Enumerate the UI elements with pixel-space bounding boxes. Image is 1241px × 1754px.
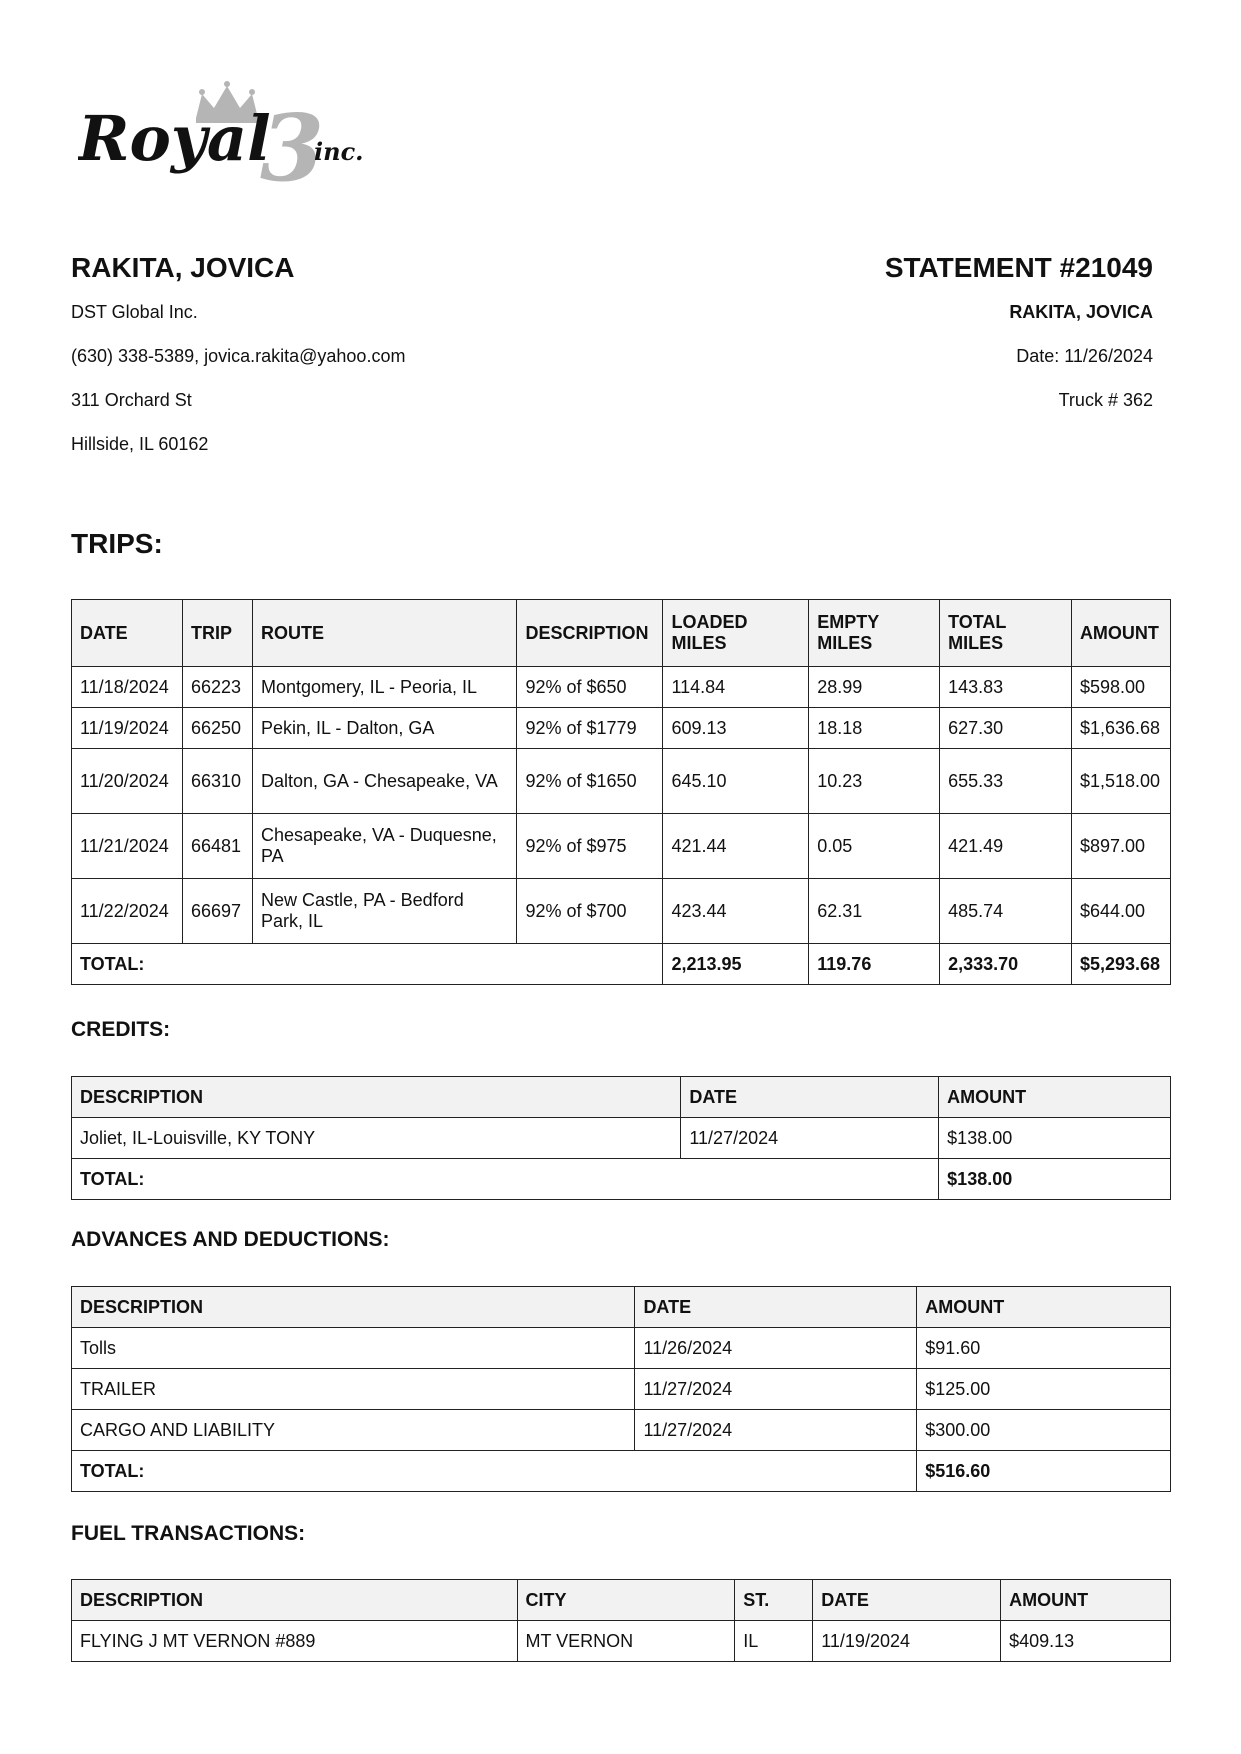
table-cell: CARGO AND LIABILITY (72, 1410, 635, 1451)
table-cell: $300.00 (917, 1410, 1171, 1451)
table-cell: 423.44 (663, 879, 809, 944)
table-cell: 92% of $700 (517, 879, 663, 944)
table-cell: 655.33 (940, 749, 1072, 814)
driver-name: RAKITA, JOVICA (71, 252, 295, 283)
table-cell: 11/21/2024 (72, 814, 183, 879)
column-header: DESCRIPTION (72, 1077, 681, 1118)
total-empty-miles: 119.76 (809, 944, 940, 985)
column-header: DESCRIPTION (72, 1287, 635, 1328)
table-cell: 0.05 (809, 814, 940, 879)
table-cell: 66697 (182, 879, 252, 944)
credits-heading: CREDITS: (71, 1018, 171, 1041)
table-row (72, 667, 1171, 708)
total-row (72, 1451, 1171, 1492)
table-cell: $138.00 (939, 1118, 1171, 1159)
trips-heading: TRIPS: (71, 528, 163, 559)
table-cell: 11/26/2024 (635, 1328, 917, 1369)
table-cell: 421.49 (940, 814, 1072, 879)
truck-number: Truck # 362 (1058, 390, 1153, 410)
statement-info (633, 248, 1153, 422)
table-cell: 92% of $650 (517, 667, 663, 708)
table-cell: 66310 (182, 749, 252, 814)
table-cell: Dalton, GA - Chesapeake, VA (252, 749, 517, 814)
table-header-row (72, 600, 1171, 667)
table-cell: 627.30 (940, 708, 1072, 749)
company-logo (78, 80, 388, 190)
table-cell: 11/22/2024 (72, 879, 183, 944)
table-cell: Montgomery, IL - Peoria, IL (252, 667, 517, 708)
column-header: AMOUNT (1071, 600, 1170, 667)
column-header: DATE (681, 1077, 939, 1118)
table-cell: $125.00 (917, 1369, 1171, 1410)
table-cell: 66250 (182, 708, 252, 749)
table-cell: MT VERNON (517, 1621, 735, 1662)
table-cell: 485.74 (940, 879, 1072, 944)
table-cell: 11/27/2024 (635, 1410, 917, 1451)
table-cell: 11/18/2024 (72, 667, 183, 708)
table-cell: 92% of $1779 (517, 708, 663, 749)
total-row (72, 944, 1171, 985)
table-row (72, 879, 1171, 944)
statement-driver-name: RAKITA, JOVICA (1009, 302, 1153, 322)
column-header: DESCRIPTION (72, 1580, 518, 1621)
table-cell: New Castle, PA - Bedford Park, IL (252, 879, 517, 944)
total-label: TOTAL: (72, 1159, 939, 1200)
table-cell: $598.00 (1071, 667, 1170, 708)
column-header: AMOUNT (917, 1287, 1171, 1328)
column-header: AMOUNT (1001, 1580, 1171, 1621)
driver-address-line2: Hillside, IL 60162 (71, 434, 209, 454)
table-cell: 143.83 (940, 667, 1072, 708)
table-cell: 11/19/2024 (813, 1621, 1001, 1662)
table-cell: FLYING J MT VERNON #889 (72, 1621, 518, 1662)
total-amount: $138.00 (939, 1159, 1171, 1200)
table-cell: 645.10 (663, 749, 809, 814)
table-cell: $644.00 (1071, 879, 1170, 944)
table-header-row (72, 1077, 1171, 1118)
total-loaded-miles: 2,213.95 (663, 944, 809, 985)
table-cell: $1,636.68 (1071, 708, 1170, 749)
total-row (72, 1159, 1171, 1200)
table-row (72, 1369, 1171, 1410)
table-cell: $897.00 (1071, 814, 1170, 879)
total-label: TOTAL: (72, 1451, 917, 1492)
table-cell: 11/27/2024 (635, 1369, 917, 1410)
table-cell: 114.84 (663, 667, 809, 708)
column-header: LOADED MILES (663, 600, 809, 667)
column-header: TRIP (182, 600, 252, 667)
column-header: DATE (72, 600, 183, 667)
table-cell: $91.60 (917, 1328, 1171, 1369)
table-cell: 62.31 (809, 879, 940, 944)
table-row (72, 1621, 1171, 1662)
svg-text:3: 3 (260, 94, 325, 190)
column-header: ROUTE (252, 600, 517, 667)
table-cell: Chesapeake, VA - Duquesne, PA (252, 814, 517, 879)
table-cell: 11/20/2024 (72, 749, 183, 814)
trips-table (71, 599, 1171, 985)
column-header: DATE (635, 1287, 917, 1328)
column-header: ST. (735, 1580, 813, 1621)
statement-date: Date: 11/26/2024 (1016, 346, 1153, 366)
table-row (72, 1328, 1171, 1369)
column-header: EMPTY MILES (809, 600, 940, 667)
table-header-row (72, 1580, 1171, 1621)
total-label: TOTAL: (72, 944, 663, 985)
table-row (72, 1118, 1171, 1159)
table-cell: 92% of $975 (517, 814, 663, 879)
svg-text:inc.: inc. (314, 137, 364, 166)
driver-company: DST Global Inc. (71, 302, 198, 322)
statement-title: STATEMENT #21049 (884, 252, 1153, 283)
table-cell: 66223 (182, 667, 252, 708)
fuel-table (71, 1579, 1171, 1662)
table-cell: TRAILER (72, 1369, 635, 1410)
table-cell: 28.99 (809, 667, 940, 708)
total-amount: $5,293.68 (1071, 944, 1170, 985)
table-cell: Tolls (72, 1328, 635, 1369)
table-row (72, 1410, 1171, 1451)
table-cell: Pekin, IL - Dalton, GA (252, 708, 517, 749)
total-miles: 2,333.70 (940, 944, 1072, 985)
table-cell: 92% of $1650 (517, 749, 663, 814)
driver-info (71, 248, 591, 466)
table-cell: $1,518.00 (1071, 749, 1170, 814)
table-cell: 421.44 (663, 814, 809, 879)
table-cell: 11/27/2024 (681, 1118, 939, 1159)
advances-heading: ADVANCES AND DEDUCTIONS: (71, 1228, 390, 1251)
column-header: AMOUNT (939, 1077, 1171, 1118)
table-cell: IL (735, 1621, 813, 1662)
credits-table (71, 1076, 1171, 1200)
driver-contact: (630) 338-5389, jovica.rakita@yahoo.com (71, 346, 406, 366)
driver-address-line1: 311 Orchard St (71, 390, 192, 410)
table-cell: 66481 (182, 814, 252, 879)
svg-text:Royal: Royal (78, 102, 271, 175)
table-row (72, 749, 1171, 814)
advances-table (71, 1286, 1171, 1492)
table-row (72, 708, 1171, 749)
table-row (72, 814, 1171, 879)
table-cell: Joliet, IL-Louisville, KY TONY (72, 1118, 681, 1159)
table-cell: 609.13 (663, 708, 809, 749)
fuel-heading: FUEL TRANSACTIONS: (71, 1522, 306, 1545)
table-cell: 10.23 (809, 749, 940, 814)
column-header: TOTAL MILES (940, 600, 1072, 667)
table-header-row (72, 1287, 1171, 1328)
column-header: DESCRIPTION (517, 600, 663, 667)
royal3-logo-graphic (78, 80, 388, 190)
table-cell: $409.13 (1001, 1621, 1171, 1662)
column-header: CITY (517, 1580, 735, 1621)
table-cell: 18.18 (809, 708, 940, 749)
table-cell: 11/19/2024 (72, 708, 183, 749)
total-amount: $516.60 (917, 1451, 1171, 1492)
column-header: DATE (813, 1580, 1001, 1621)
